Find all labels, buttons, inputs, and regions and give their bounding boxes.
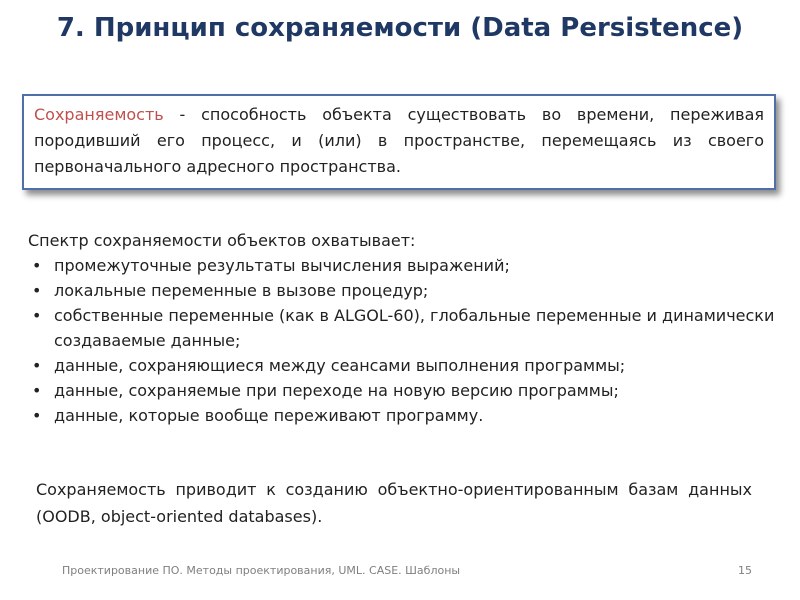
- list-item: [28, 403, 778, 428]
- slide-title: 7. Принцип сохраняемости (Data Persistence): [56, 13, 744, 43]
- list-item-text: данные, сохраняемые при переходе на новую версию программы;: [54, 381, 619, 400]
- definition-term: Сохраняемость: [34, 105, 164, 124]
- list-item: [28, 378, 778, 403]
- bullet-icon: •: [32, 281, 42, 300]
- page-number: 15: [738, 564, 752, 577]
- bullet-icon: •: [32, 406, 42, 425]
- definition-text: - способность объекта существовать во времени, переживая породивший его процесс, и (или) в пространстве, перемещаясь из своего первоначального адресного пространства.: [34, 105, 764, 176]
- list-item-text: промежуточные результаты вычисления выражений;: [54, 256, 510, 275]
- list-item: [28, 278, 778, 303]
- list-item: [28, 253, 778, 278]
- list-item-text: собственные переменные (как в ALGOL-60), глобальные переменные и динамически создаваемые данные;: [54, 306, 775, 350]
- conclusion-text: Сохраняемость приводит к созданию объектно-ориентированным базам данных (OODB, object-oriented databases).: [36, 480, 752, 526]
- spectrum-intro: Спектр сохраняемости объектов охватывает:: [28, 231, 416, 250]
- bullet-icon: •: [32, 356, 42, 375]
- bullet-icon: •: [32, 381, 42, 400]
- list-item: [28, 353, 778, 378]
- footer-text: Проектирование ПО. Методы проектирования, UML. CASE. Шаблоны: [62, 564, 461, 577]
- spectrum-section: [28, 228, 778, 428]
- list-item-text: данные, которые вообще переживают программу.: [54, 406, 484, 425]
- definition-box: [22, 94, 776, 190]
- spectrum-list: [28, 253, 778, 428]
- list-item: [28, 303, 778, 353]
- bullet-icon: •: [32, 256, 42, 275]
- bullet-icon: •: [32, 306, 42, 325]
- list-item-text: локальные переменные в вызове процедур;: [54, 281, 429, 300]
- list-item-text: данные, сохраняющиеся между сеансами выполнения программы;: [54, 356, 626, 375]
